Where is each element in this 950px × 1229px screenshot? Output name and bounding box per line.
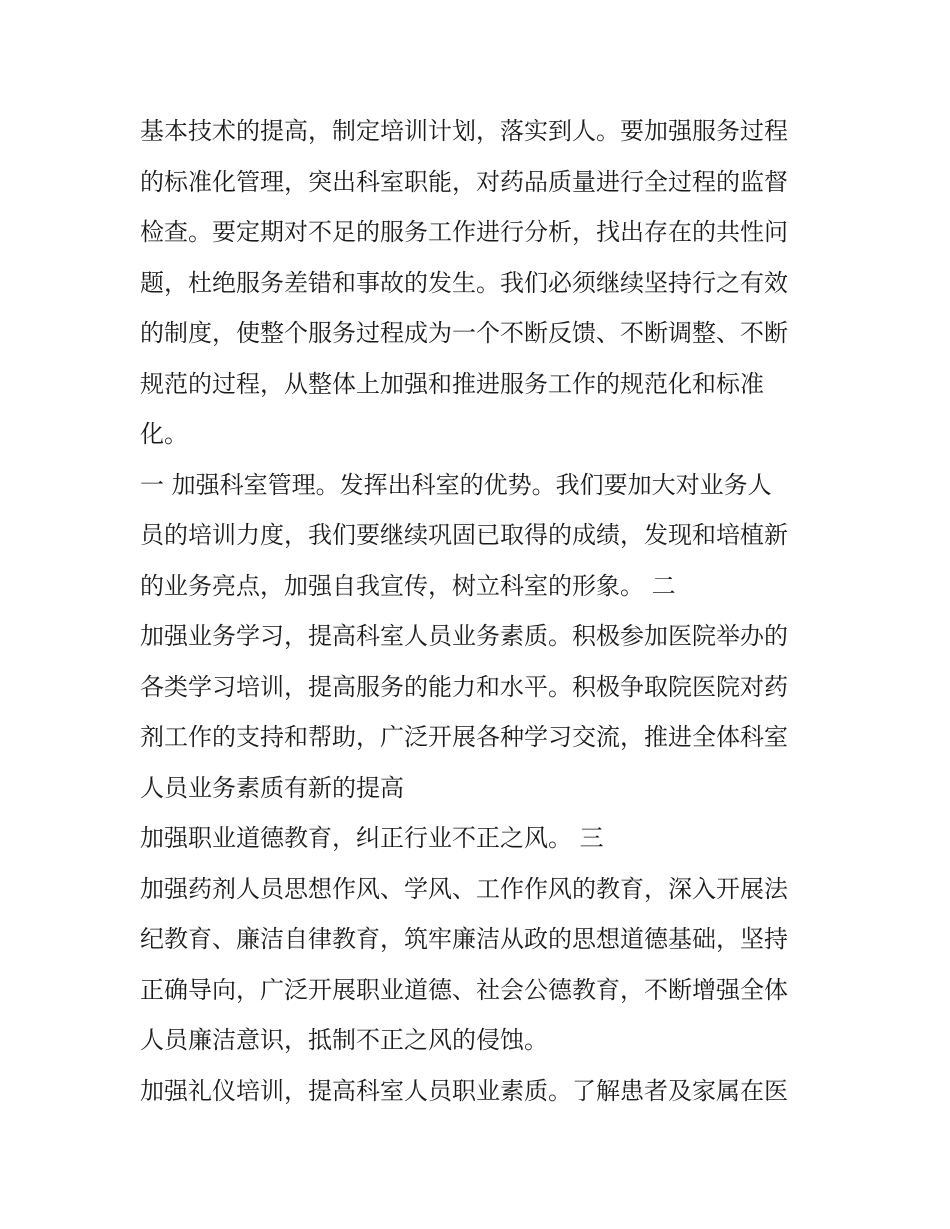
- paragraph-1: [140, 106, 840, 460]
- text-line: 一 加强科室管理。发挥出科室的优势。我们要加大对业务人: [140, 470, 772, 499]
- text-line: 题，杜绝服务差错和事故的发生。我们必须继续坚持行之有效: [140, 268, 788, 297]
- text-line: 正确导向，广泛开展职业道德、社会公德教育，不断增强全体: [140, 975, 788, 1004]
- text-line: 规范的过程，从整体上加强和推进服务工作的规范化和标准: [140, 369, 764, 398]
- text-line: 人员廉洁意识，抵制不正之风的侵蚀。: [140, 1026, 548, 1054]
- paragraph-5: [140, 864, 840, 1066]
- text-line: 加强礼仪培训，提高科室人员职业素质。了解患者及家属在医: [140, 1076, 788, 1105]
- paragraph-2: [140, 460, 840, 612]
- text-line: 人员业务素质有新的提高: [140, 773, 404, 802]
- document-body: [140, 106, 840, 1116]
- text-line: 员的培训力度，我们要继续巩固已取得的成绩，发现和培植新: [140, 521, 788, 549]
- text-line: 纪教育、廉洁自律教育，筑牢廉洁从政的思想道德基础，坚持: [140, 925, 788, 953]
- text-line: 基本技术的提高，制定培训计划，落实到人。要加强服务过程: [140, 117, 788, 145]
- text-line: 的标准化管理，突出科室职能，对药品质量进行全过程的监督: [140, 167, 788, 196]
- text-line: 加强业务学习，提高科室人员业务素质。积极参加医院举办的: [140, 622, 788, 650]
- paragraph-6: [140, 1066, 840, 1117]
- text-line: 的制度，使整个服务过程成为一个不断反馈、不断调整、不断: [140, 319, 788, 347]
- text-line: 各类学习培训，提高服务的能力和水平。积极争取院医院对药: [140, 672, 788, 701]
- text-line: 加强药剂人员思想作风、学风、工作作风的教育，深入开展法: [140, 874, 788, 903]
- text-line: 的业务亮点，加强自我宣传，树立科室的形象。 二: [140, 571, 676, 600]
- paragraph-3: [140, 611, 840, 813]
- paragraph-4: [140, 813, 840, 864]
- text-line: 化。: [140, 420, 188, 448]
- text-line: 加强职业道德教育，纠正行业不正之风。 三: [140, 824, 604, 852]
- text-line: 剂工作的支持和帮助，广泛开展各种学习交流，推进全体科室: [140, 723, 788, 751]
- text-line: 检查。要定期对不足的服务工作进行分析，找出存在的共性问: [140, 218, 788, 246]
